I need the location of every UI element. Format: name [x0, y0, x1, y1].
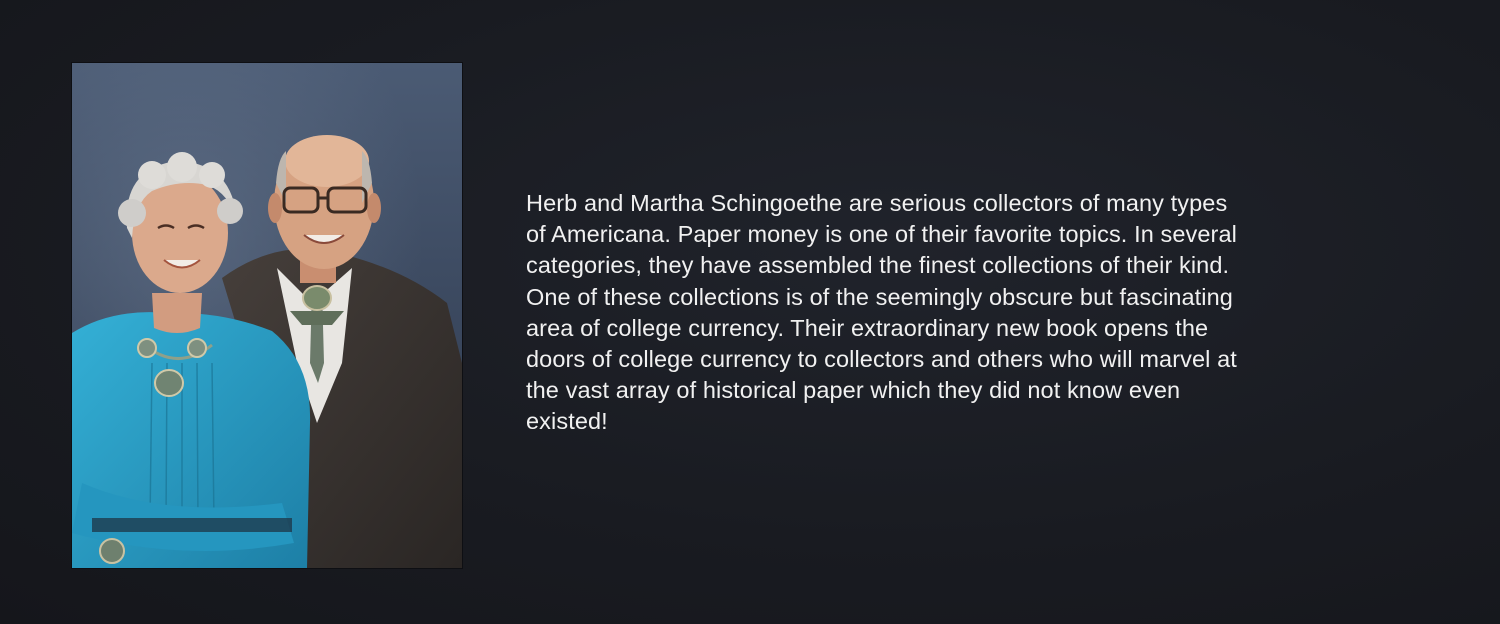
bio-line: One of these collections is of the seemingly obscure but fascinating [526, 283, 1233, 310]
bio-line: area of college currency. Their extraordinary new book opens the [526, 314, 1209, 341]
bio-line: the vast array of historical paper which they did not know even [526, 377, 1181, 404]
collector-bio [526, 188, 1446, 438]
portrait-illustration [72, 63, 462, 568]
bio-line: doors of college currency to collectors and others who will marvel at [526, 346, 1237, 373]
bio-line: Herb and Martha Schingoethe are serious collectors of many types [526, 190, 1228, 216]
necklace-pendant-icon [155, 370, 183, 396]
bio-line: existed! [526, 408, 608, 435]
bolo-tie-icon [303, 286, 331, 310]
portrait-photo [72, 63, 462, 568]
bio-line: of Americana. Paper money is one of their favorite topics. In several [526, 221, 1237, 248]
bio-line: categories, they have assembled the finest collections of their kind. [526, 252, 1230, 279]
